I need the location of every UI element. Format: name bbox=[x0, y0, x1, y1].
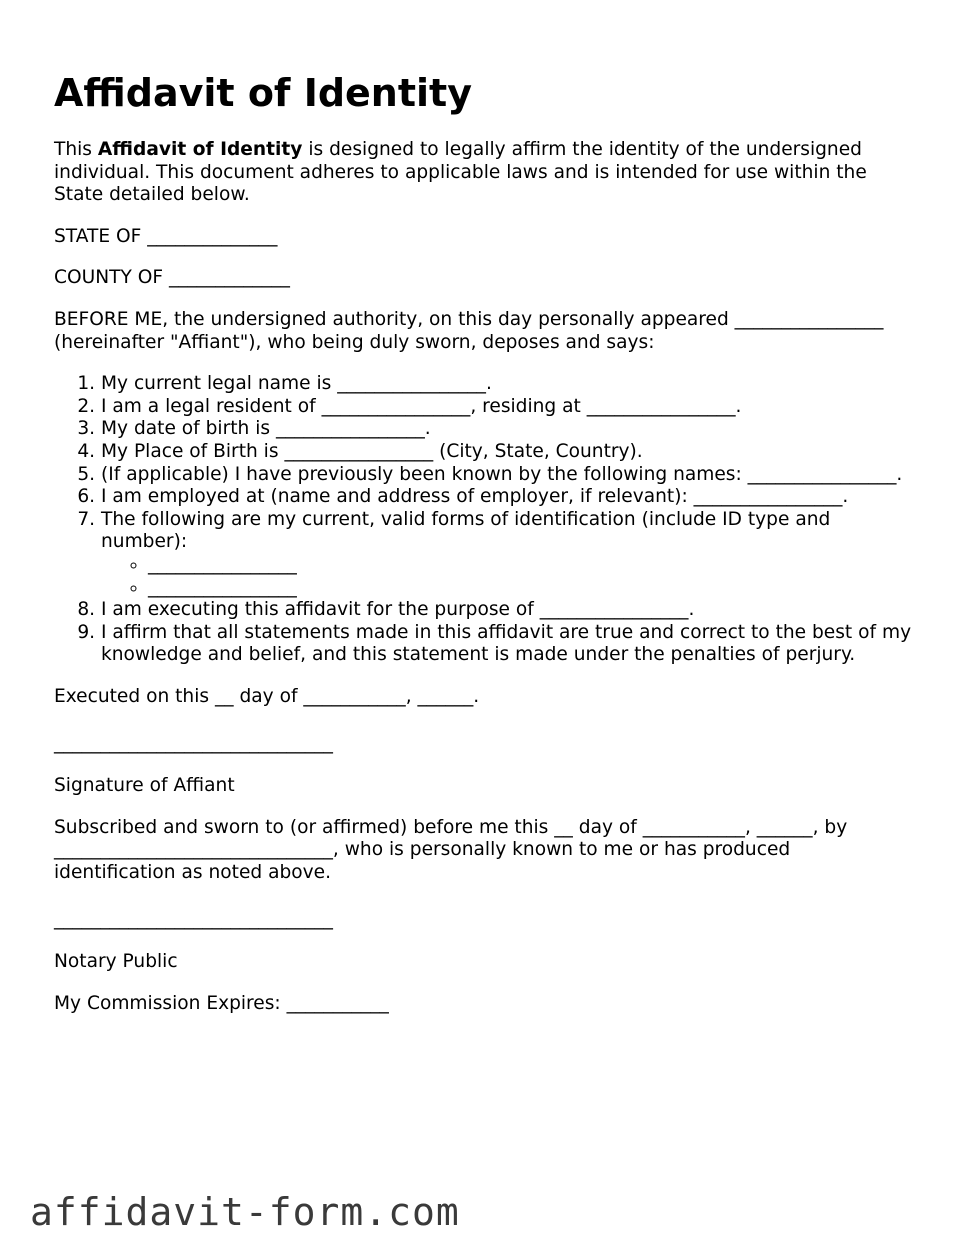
site-watermark: affidavit-form.com bbox=[30, 1190, 460, 1234]
id-line-1: ◦ ________________ bbox=[148, 554, 914, 577]
identification-text: The following are my current, valid forms of identification (include ID type and number): bbox=[101, 508, 831, 553]
subscribed-paragraph: Subscribed and sworn to (or affirmed) before me this __ day of ___________, ______, by ______________________________, who is personally known to me or has produced identification as noted above. bbox=[54, 816, 848, 883]
notary-signature-line: ______________________________ bbox=[54, 909, 333, 931]
intro-paragraph bbox=[54, 139, 914, 207]
affiant-signature-label: Signature of Affiant bbox=[54, 775, 235, 797]
executed-line: Executed on this __ day of ___________, ______. bbox=[54, 685, 480, 707]
notary-label: Notary Public bbox=[54, 951, 178, 973]
intro-before: This bbox=[54, 139, 98, 160]
list-item-affirmation: 9. I affirm that all statements made in this affidavit are true and correct to the best of my knowledge and belief, and this statement is made under the penalties of perjury. bbox=[101, 622, 914, 667]
state-line: STATE OF ______________ bbox=[54, 225, 278, 247]
list-item-legal-name: 1. My current legal name is ________________. bbox=[101, 373, 914, 396]
list-item-place-of-birth: 4. My Place of Birth is ________________ (City, State, Country). bbox=[101, 441, 914, 464]
list-item-purpose: 8. I am executing this affidavit for the purpose of ________________. bbox=[101, 599, 914, 622]
intro-bold-title: Affidavit of Identity bbox=[97, 139, 303, 160]
list-item-date-of-birth: 3. My date of birth is ________________. bbox=[101, 418, 914, 441]
affiant-signature-line: ______________________________ bbox=[54, 733, 333, 755]
document-title: Affidavit of Identity bbox=[54, 71, 472, 115]
affidavit-document bbox=[54, 70, 914, 1034]
identification-sublist bbox=[101, 554, 914, 599]
intro-after: is designed to legally affirm the identity of the undersigned individual. This document adheres to applicable laws and is intended for use within the State detailed below. bbox=[54, 139, 867, 206]
before-me-paragraph: BEFORE ME, the undersigned authority, on this day personally appeared ________________ (hereinafter "Affiant"), who being duly sworn, deposes and says: bbox=[54, 308, 884, 353]
list-item-previous-names: 5. (If applicable) I have previously been known by the following names: ________________. bbox=[101, 464, 914, 487]
commission-expires-line: My Commission Expires: ___________ bbox=[54, 992, 389, 1014]
id-line-2: ◦ ________________ bbox=[148, 577, 914, 600]
county-line: COUNTY OF _____________ bbox=[54, 267, 290, 289]
list-item-employer: 6. I am employed at (name and address of employer, if relevant): ________________. bbox=[101, 486, 914, 509]
list-item-residence: 2. I am a legal resident of ________________, residing at ________________. bbox=[101, 396, 914, 419]
statement-list bbox=[54, 373, 914, 667]
list-item-identification bbox=[101, 509, 914, 599]
